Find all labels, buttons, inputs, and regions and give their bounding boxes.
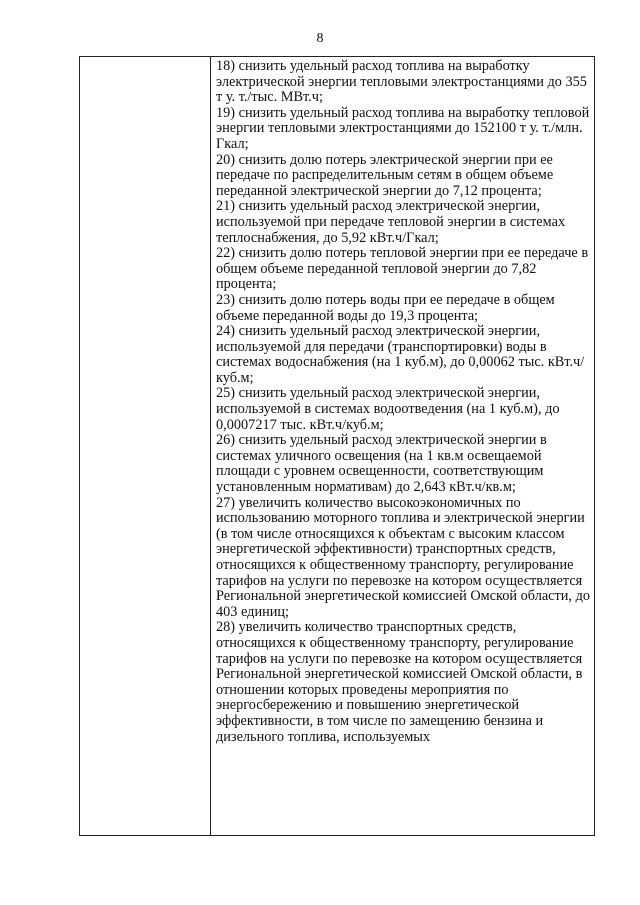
list-item-28: 28) увеличить количество транспортных средств, относящихся к общественному транспорту, регулирование тарифов на услуги по перевозке на котором осуществляется Региональной энергетической комиссией Омской области, в отношении которых проведены мероприятия по энергосбережению и повышению энергетической эффективности, в том числе по замещению бензина и дизельного топлива, используемых [216, 619, 583, 745]
list-item-22: 22) снизить долю потерь тепловой энергии при ее передаче в общем объеме переданной тепловой энергии до 7,82 процента; [216, 245, 589, 293]
list-item-20: 20) снизить долю потерь электрической энергии при ее передаче по распределительным сетям в общем объеме переданной электрической энергии до 7,12 процента; [216, 151, 554, 199]
table-left-column [80, 57, 211, 835]
page-number: 8 [316, 31, 324, 46]
list-item-19: 19) снизить удельный расход топлива на выработку тепловой энергии тепловыми электростанциями до 152100 т у. т./млн. Гкал; [216, 104, 590, 152]
list-item-24: 24) снизить удельный расход электрической энергии, используемой для передачи (транспортировки) воды в системах водоснабжения (на 1 куб.м), до 0,00062 тыс. кВт.ч/куб.м; [216, 323, 585, 386]
document-table [79, 56, 595, 836]
list-item-27: 27) увеличить количество высокоэкономичных по использованию моторного топлива и электрической энергии (в том числе относящихся к объектам с высоким классом энергетической эффективности) транспортных средств, относящихся к общественному транспорту, регулирование тарифов на услуги по перевозке на котором осуществляется Региональной энергетической комиссией Омской области, до 403 единиц; [216, 494, 590, 620]
list-item-21: 21) снизить удельный расход электрической энергии, используемой при передаче тепловой энергии в системах теплоснабжения, до 5,92 кВт.ч/Гкал; [216, 198, 566, 246]
table-right-column [211, 57, 594, 835]
list-item-26: 26) снизить удельный расход электрической энергии в системах уличного освещения (на 1 кв.м освещаемой площади с уровнем освещенности, соответствующим установленным нормативам) до 2,643 кВт.ч/кв.м; [216, 432, 547, 496]
list-item-23: 23) снизить долю потерь воды при ее передаче в общем объеме переданной воды до 19,3 процента; [216, 291, 555, 324]
list-item-18: 18) снизить удельный расход топлива на выработку электрической энергии тепловыми электростанциями до 355 т у. т./тыс. МВт.ч; [216, 58, 587, 106]
list-item-25: 25) снизить удельный расход электрической энергии, используемой в системах водоотведения (на 1 куб.м), до 0,0007217 тыс. кВт.ч/куб.м; [216, 385, 560, 433]
